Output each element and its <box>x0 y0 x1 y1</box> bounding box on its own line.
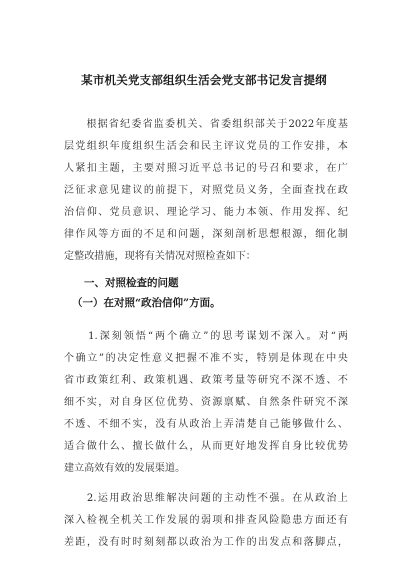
intro-line: 人紧扣主题，主要对照习近平总书记的号召和要求，在广 <box>64 163 348 174</box>
subsection-heading: （一）在对照“政治信仰”方面。 <box>72 297 221 309</box>
point-2-paragraph <box>64 488 348 554</box>
point-1-line: 细不实，对自身区位优势、资源禀赋、自然条件研究不深 <box>64 397 348 408</box>
point-1-line: 1.深刻领悟“两个确立”的思考谋划不深入。对“两 <box>64 331 348 342</box>
intro-line: 泛征求意见建议的前提下，对照党员义务，全面查找在政 <box>64 185 348 196</box>
point-1-line: 个确立”的决定性意义把握不准不实，特别是体现在中央 <box>64 353 348 364</box>
point-2-line: 2.运用政治思维解决问题的主动性不强。在从政治上 <box>64 493 348 504</box>
intro-line: 层党组织年度组织生活会和民主评议党员的工作安排，本 <box>64 141 348 152</box>
point-1-line: 适合做什么、擅长做什么，从而更好地发挥自身比较优势 <box>64 441 348 452</box>
point-1-line: 建立高效有效的发展渠道。 <box>64 463 186 474</box>
point-1-line: 省市政策红利、政策机遇、政策考量等研究不深不透、不 <box>64 375 348 386</box>
section-heading: 一、对照检查的问题 <box>84 277 179 289</box>
point-2-line: 差距，没有时时刻刻都以政治为工作的出发点和落脚点， <box>64 537 348 548</box>
point-1-line: 不透、不细不实，没有从政治上弄清楚自己能够做什么、 <box>64 419 348 430</box>
intro-line: 律作风等方面的不足和问题，深刻剖析思想根源，细化制 <box>64 229 348 240</box>
intro-line: 根据省纪委省监委机关、省委组织部关于2022年度基 <box>64 119 348 130</box>
intro-line: 治信仰、党员意识、理论学习、能力本领、作用发挥、纪 <box>64 207 348 218</box>
point-2-line: 深入检视全机关工作发展的弱项和排查风险隐患方面还有 <box>64 515 348 526</box>
intro-line: 定整改措施，现将有关情况对照检查如下： <box>64 251 256 262</box>
document-title: 某市机关党支部组织生活会党支部书记发言提纲 <box>81 73 327 87</box>
point-1-paragraph <box>64 326 348 480</box>
intro-paragraph <box>64 114 348 268</box>
